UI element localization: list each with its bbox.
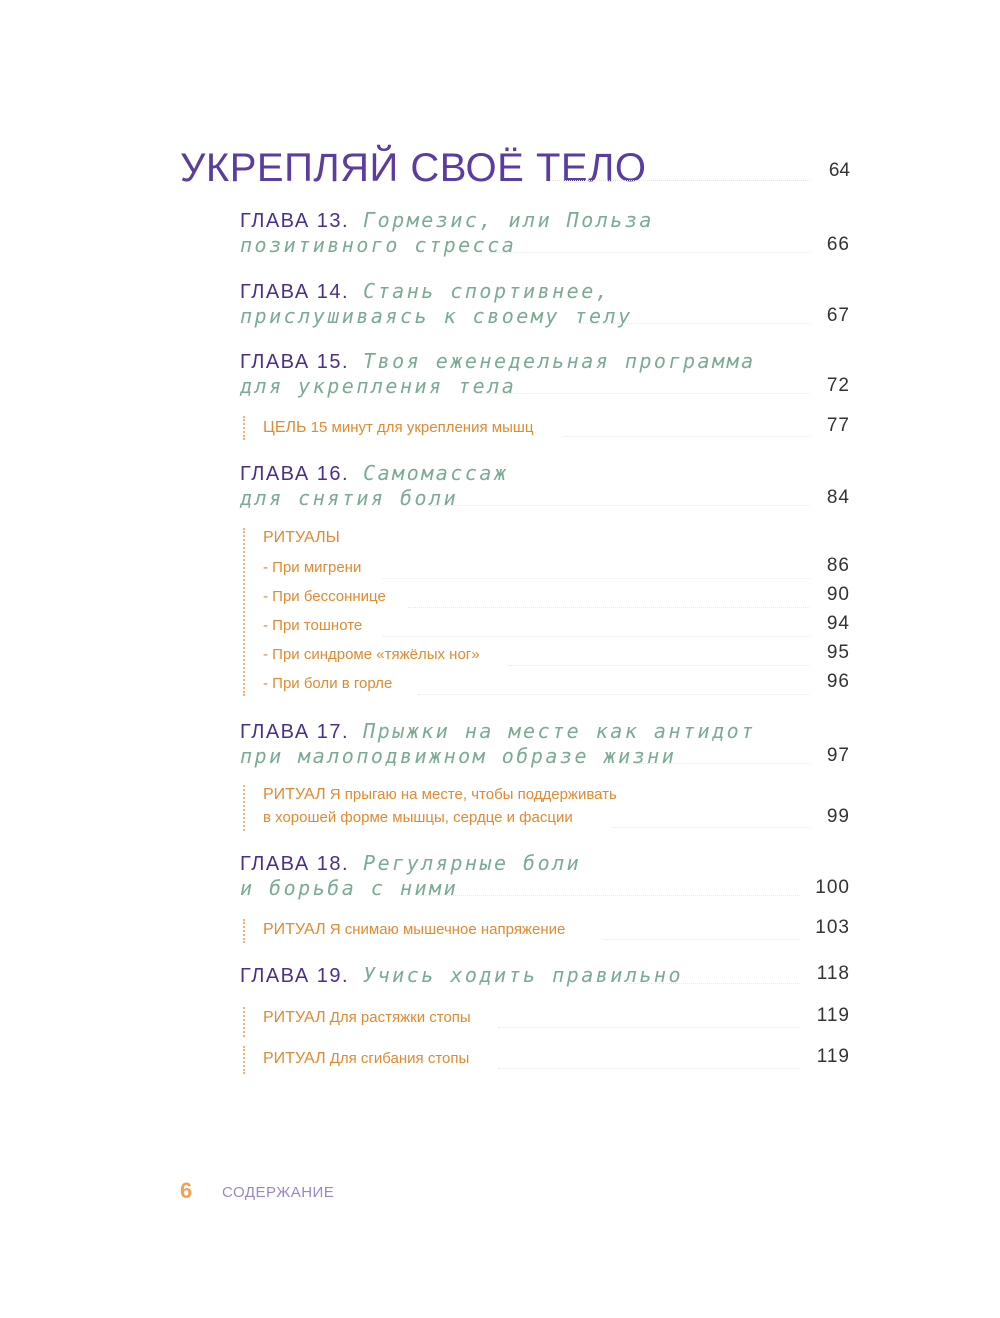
toc-entry-ritual-tension[interactable] [243,917,850,945]
leader-line [563,436,810,437]
ritual-text: Я снимаю мышечное напряжение [329,921,566,938]
chapter-title: Учись ходить правильно [363,963,683,987]
chapter-page-number: 67 [826,305,850,326]
leader-line [383,578,810,579]
chapter-label: ГЛАВА 14. [240,281,350,303]
chapter-title: позитивного стресса [240,233,517,257]
chapter-page-number: 72 [826,375,850,396]
toc-entry-ritual-stretch[interactable] [243,1005,850,1033]
chapter-title: Самомассаж [363,461,509,485]
toc-entry-chapter-14[interactable] [240,279,850,329]
leader-line [552,180,810,181]
rituals-header: РИТУАЛЫ [263,529,340,546]
chapter-label: ГЛАВА 18. [240,853,350,875]
ritual-page-number: 94 [826,613,850,634]
leader-line [383,636,810,637]
toc-entry-chapter-17[interactable] [240,719,850,769]
leader-line [603,939,800,940]
chapter-title: для укрепления тела [240,374,517,398]
chapter-title: Прыжки на месте как антидот [363,719,756,743]
part-page-number: 64 [828,160,850,181]
toc-entry-chapter-15[interactable] [240,349,850,399]
ritual-page-number: 103 [815,917,850,938]
part-title: УКРЕПЛЯЙ СВОЁ ТЕЛО [180,146,647,190]
ritual-page-number: 86 [826,555,850,576]
chapter-title: для снятия боли [240,486,459,510]
leader-line [418,694,810,695]
ritual-page-number: 99 [826,806,850,827]
leader-line [408,607,810,608]
ritual-text: в хорошей форме мышцы, сердце и фасции [263,809,573,826]
ritual-item[interactable]: - При бессоннице [263,588,386,605]
toc-entry-chapter-13[interactable] [240,208,850,258]
chapter-title: Регулярные боли [363,851,582,875]
chapter-title: Стань спортивнее, [363,279,611,303]
chapter-title: и борьба с ними [240,876,459,900]
chapter-page-number: 84 [826,487,850,508]
dotted-bar [243,919,245,943]
ritual-text: Я прыгаю на месте, чтобы поддерживать [329,786,617,803]
rituals-list-block [243,526,850,698]
ritual-item[interactable]: - При мигрени [263,559,362,576]
ritual-page-number: 95 [826,642,850,663]
chapter-title: при малоподвижном образе жизни [240,744,677,768]
leader-line [498,1027,800,1028]
leader-line [613,827,810,828]
chapter-title: Твоя еженедельная программа [363,349,756,373]
dotted-bar [243,1007,245,1037]
ritual-keyword: РИТУАЛ [263,1050,326,1067]
ritual-text: Для растяжки стопы [329,1009,471,1026]
toc-entry-chapter-18[interactable] [240,851,850,901]
footer-page-number: 6 [180,1178,193,1203]
chapter-label: ГЛАВА 17. [240,721,350,743]
chapter-title: прислушиваясь к своему телу [240,304,633,328]
chapter-label: ГЛАВА 16. [240,463,350,485]
ritual-item[interactable]: - При боли в горле [263,675,393,692]
dotted-bar [243,1046,245,1074]
ritual-page-number: 90 [826,584,850,605]
ritual-item[interactable]: - При тошноте [263,617,363,634]
toc-entry-chapter-16[interactable] [240,461,850,511]
leader-line [490,252,810,253]
ritual-page-number: 119 [816,1005,850,1026]
dotted-bar [243,528,245,696]
ritual-keyword: РИТУАЛ [263,786,326,803]
chapter-page-number: 100 [815,877,850,898]
goal-text: 15 минут для укрепления мышц [310,419,534,436]
goal-page-number: 77 [826,415,850,436]
chapter-label: ГЛАВА 15. [240,351,350,373]
ritual-keyword: РИТУАЛ [263,1009,326,1026]
dotted-bar [243,416,245,440]
chapter-page-number: 118 [816,963,850,984]
leader-line [420,895,800,896]
part-heading [180,146,850,190]
leader-line [625,983,800,984]
goal-keyword: ЦЕЛЬ [263,419,307,436]
ritual-page-number: 96 [826,671,850,692]
ritual-page-number: 119 [816,1046,850,1067]
dotted-bar [243,785,245,831]
ritual-text: Для сгибания стопы [329,1050,470,1067]
ritual-keyword: РИТУАЛ [263,921,326,938]
leader-line [480,393,810,394]
chapter-page-number: 97 [826,745,850,766]
leader-line [498,1068,800,1069]
toc-entry-goal[interactable] [243,414,850,442]
toc-entry-ritual-jumping[interactable] [243,783,850,833]
ritual-item[interactable]: - При синдроме «тяжёлых ног» [263,646,480,663]
footer-section-label: СОДЕРЖАНИЕ [222,1184,335,1201]
leader-line [430,505,810,506]
chapter-label: ГЛАВА 19. [240,965,350,987]
leader-line [580,323,810,324]
toc-entry-chapter-19[interactable] [240,963,850,991]
toc-entry-ritual-flex[interactable] [243,1046,850,1074]
leader-line [508,665,810,666]
leader-line [620,763,810,764]
chapter-label: ГЛАВА 13. [240,210,350,232]
chapter-page-number: 66 [826,234,850,255]
chapter-title: Гормезис, или Польза [363,208,654,232]
